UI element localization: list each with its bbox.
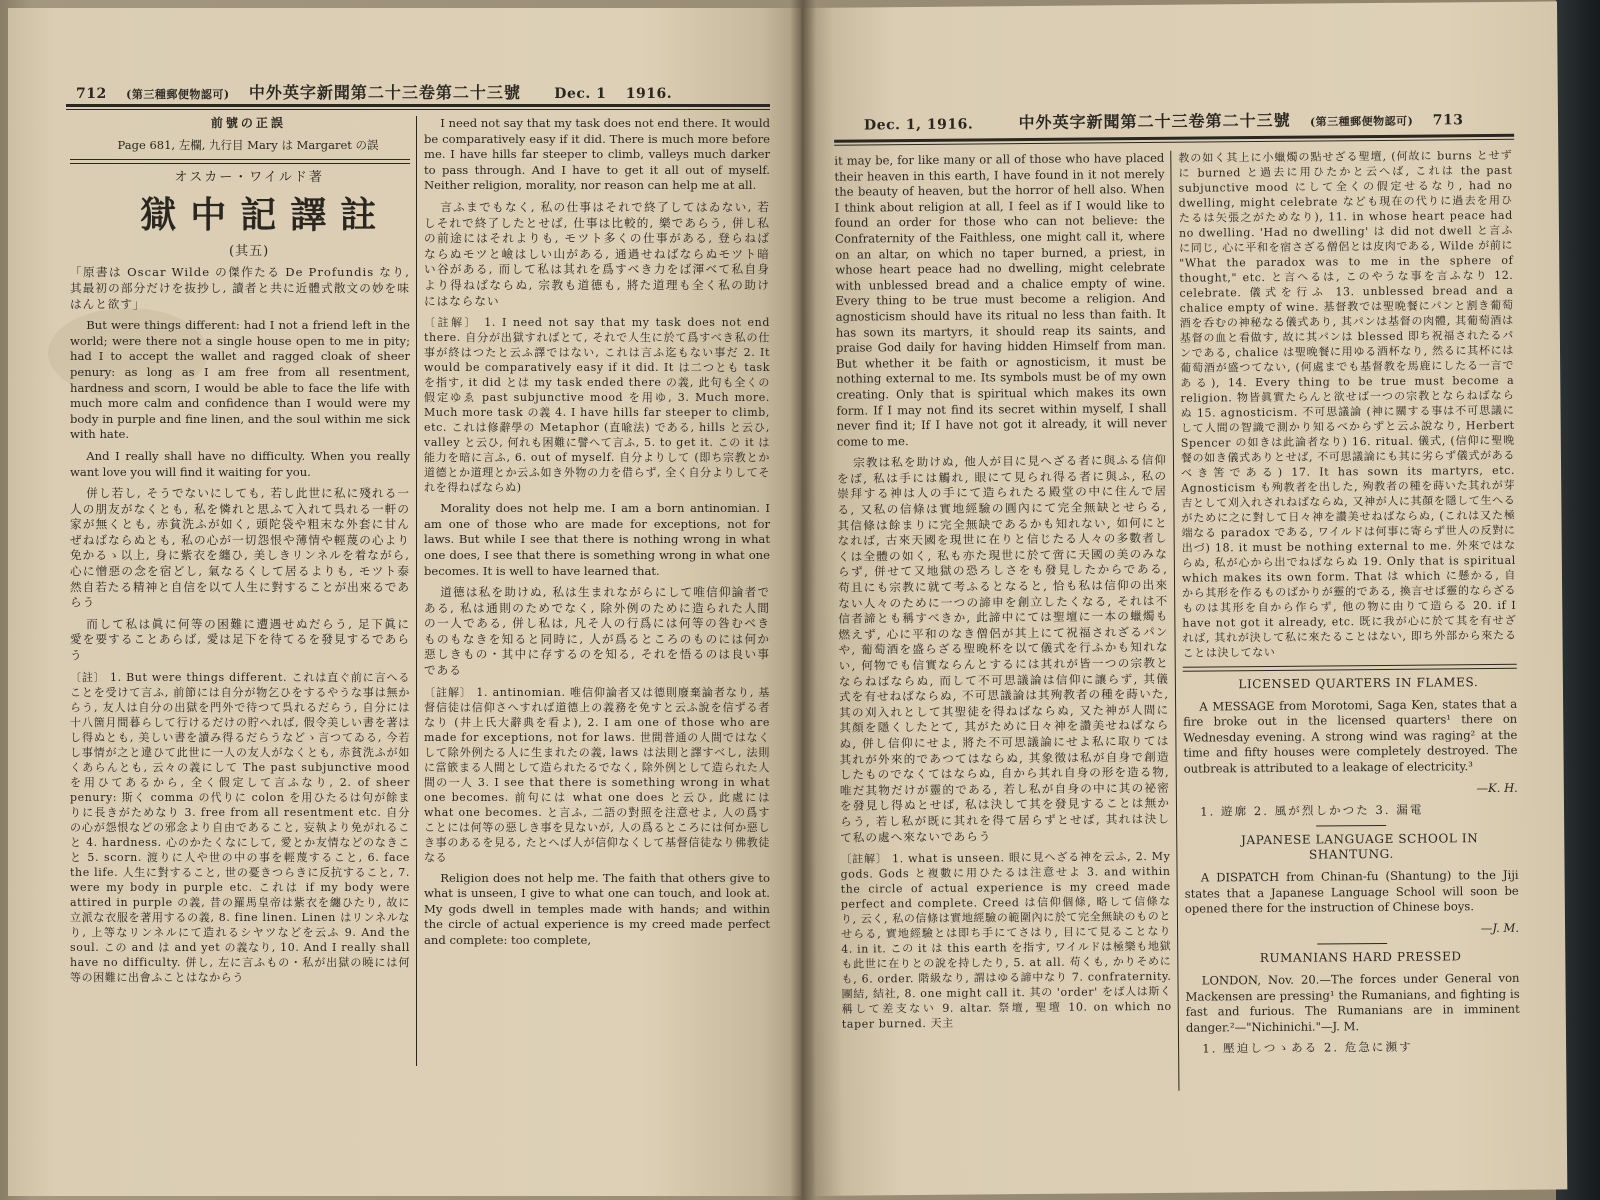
right-page-header <box>864 106 1478 134</box>
errata-text: Page 681, 左欄, 九行目 Mary は Margaret の誤 <box>117 137 379 152</box>
news-item <box>1185 949 1520 1057</box>
article-title: 獄中記譯註 <box>140 193 391 236</box>
english-paragraph: it may be, for like many or all of those who have placed their heaven in this earth, I have found in it not merely the beauty of heaven, but the horror of hell also. When I think about religion at all, I feel as if I would like to found an order for those who can not believe: the Confraternity of the Faithless, one might call it, where on an altar, on which no taper burned, a priest, in whose heart peace had no dwelling, might celebrate with unblessed bread and a chalice empty of wine. Every thing to be true must become a religion. And agnosticism should have its ritual no less than faith. It has sown its martyrs, it should reap its saints, and praise God daily for having hidden Himself from man. But whether it be faith or agnosticism, it must be nothing external to me. Its symbols must be of my own creating. Only that is spiritual which makes its own form. If I may not find its secret within myself, I shall never find it; If I have not got it already, it will never come to me. <box>834 150 1167 449</box>
japanese-translation: 宗教は私を助けぬ, 他人が目に見へざる者に與ふる信仰をば, 私は手には觸れ, 眼にて見られ得る者に與ふ, 私の崇拜する神は人の手にて造られたる殿堂の中に住んで居る, 又私の信條は實地經驗の圓內にて完全無缺とせらる, 其信條は餘まりに完全無缺であるかも知れない, 如何にとなれば, 古來天國を現世に在りと信じたる人々の多數者しくは全體の如く, 私も亦た現世に於て啻に天國の美のみならず, 併せて又地獄の恐ろしさをも發見したからである, 苟且にも宗教に就て考ふるとなると, 恰も私は信仰の出來ない人々のために一つの諦申を創立したくなる, それは不信者諦とも稱すべきか, 此諦中にては聖壇に一本の蠟燭も燃えず, 心に平和のなき僧侶が其上にて祝福されざるパンや, 葡萄酒を盛らざる聖晚杯を以て儀式を行ふかも知れない, 何物でも信實ならんとするには其れが皆一つの宗教とならねばならぬ, 而して不可思議論は信仰に讓らず, 其儀式を有せねばならぬ, 不可思議論は其殉教者の種を蒔いた, 其の刈入れとして其聖徒を得ねばならぬ, 又た神が人間に其顏を隱くしたとて, 其がために日々神を讚美せねばならぬ, 併し信仰にせよ, 將た不可思議論にせよ私に取りては其れが外來的であつてはならぬ, 其象徵は私が自身で創造したものでなくてはならぬ, 自から其れ自身の形を造る物, 唯だ其物だけが靈的である, 若し私が自身の中に其の祕密を發見し得ぬとせば, 私は決して其を發見することは無からう, 若し私が既に其れを得て居らずとせば, 其れは決して私の處へ來ないであらう <box>837 453 1171 845</box>
japanese-translation: 而して私は眞に何等の困難に遭遇せぬだらう, 足下眞に愛を要することあらば, 愛は足下を待てるを發見するであらう <box>70 616 410 663</box>
errata-rule <box>70 159 410 164</box>
column-rule <box>416 116 417 1066</box>
page-number: 712 <box>76 86 107 102</box>
english-paragraph: But were things different: had I not a friend left in the world; were there not a single house open to me in pity; had I to accept the wallet and ragged cloak of sheer penury: as long as I am free from all resentment, hardness and scorn, I would be able to face the life with much more calm and confidence than I would were my body in purple and fine linen, and the soul within me sick with hate. <box>70 318 410 442</box>
japanese-translation: 道德は私を助けぬ, 私は生まれながらにして唯信仰論者である, 私は通則のためでなく, 除外例のために造られた人間の一人である, 併し私は, 凡そ人の行爲には何等の咎むべきものもなきを知ると同時に, 人が爲るところのものには何か惡しきもの・其中に存するのを知る, それを悟るのは良い事である <box>424 585 770 678</box>
journal-title: 中外英字新聞第二十三卷第二十三號 <box>248 83 521 102</box>
right-page <box>803 1 1567 1196</box>
postal-permit: (第三種郵便物認可) <box>1309 114 1414 129</box>
annotation-notes: 教の如く其上に小蠟燭の點せざる聖壇, (何故に burns とせずに burned と過去に用ひたかと云へば, これは the past subjunctive mood にして全くの假定せるなり, had no dwelling, might celebrate なども現在の代りに過去を用ひたるは矢張之がためなり), 11. in whose heart peace had no dwelling. 'Had no dwelling' は did not dwell と言ふに同じ, 心に平和を宿さざる僧侶とは皮肉である, Wilde が前に "What the paradox was to me in the sphere of thought," etc. と言へるは, このやうな事を言ふなり 12. celebrate. 儀式を行ふ 13. unblessed bread and a chalice empty of wine. 基督教では聖晩餐にパンと割き葡萄酒を呑むの神秘なる儀式あり, 其パンは基督の肉體, 其葡萄酒は基督の血と看做す, 故に其パンは blessed 即ち祝福されたるパンである, chalice は聖晚餐に用ゆる酒杯なり, 然るに其杯には葡萄酒が盛つてない, (何處までも基督教を馬鹿にしたる一言である), 14. Every thing to be true must become a religion. 物皆眞實たらんと欲せば一つの宗教とならねばならぬ 15. agnosticism. 不可思議論 (神に關する事は不可思議にして人間の智識で測かり知るべからずと云ふ說なり, Herbert Spencer の如きは此論者なり) 16. ritual. 儀式, (信仰に聖晚餐の如き儀式ありとせば, 不可思議論にも其に劣らず儀式があるべき筈である) 17. It has sown its martyrs, etc. Agnosticism も殉教者を出した, 殉教者の種を蒔いた其れが芽吉として刈入れされねばならぬ, 又神が人に其顏を隱して生へるがために之に對して日々神を讚美せねばならぬ, (これは又た極端なる paradox である, ワイルドは何事に寄らず世人の反對に出づ) 18. it must be nothing external to me. 外來ではならぬ, 私が心から出でねばならぬ 19. Only that is spiritual which makes its own form. That は which に懸かる, 自から其形を作るものばかりが靈的である, 換言せば靈的ならざるものは其形を自から作らず, 他の物に由りて造らる 20. if I have not got it already, etc. 既に我が心に於て其を有せざれば, 其れが決して私に來たることはない, 即ち外部から來たることは決してない <box>1178 148 1517 660</box>
issue-date: Dec. 1 <box>554 86 607 102</box>
header-rule <box>66 104 770 110</box>
left-column-1 <box>70 116 410 991</box>
news-item <box>1183 675 1518 821</box>
news-signature: —K. H. <box>1476 780 1518 795</box>
annotation-notes: 〔註〕 1. But were things different. これは直ぐ前に言へることを受けて言ふ, 前節には自分が物乞ひをするやうな事は無からう, 友人は自分の出獄を門外で待つて呉れるだらう, 自分には十八箇月間暮らして行けるだけの貯へれば, 假令美しい書を著はし得ぬとも, 美しい書を讀み得るだらうなどゝ言つてゐる, 今若し事情が之と違ひて此世に一人の友人がなくとも, 赤貧洗ふが如くあらんとも, 云々の義にして The past subjunctive mood を用ひてあるから, 全く假定して言ふなり, 2. of sheer penury: 斯く comma の代りに colon を用ひたるは句が餘まりに長きがためなり 3. free from all resentment etc. 自分の心が怨恨などの邪念より自由であること, 妄執より免がれること 4. hardness. 心のかたくなにして, 愛とか友情などのなきこと 5. scorn. 渡りに人や世の中の事を輕蔑すること, 6. face the life. 人生に對すること, 世の憂きつらきに反抗すること, 7. were my body in purple etc. これは if my body were attired in purple の義, 昔の羅馬皇帝は紫衣を纏ひたり, 故に立派な衣服を著用するの義, 8. fine linen. Linen はリンネルなり, 上等なリンネルにて造れるシヤツなどを云ふ 9. And the soul. この and は and yet の義なり, 10. And I really shall have no difficulty. 併し, 左に言ふもの・私が出獄の曉には何等の困難に出會ふことはなからう <box>70 670 410 984</box>
left-page-header <box>76 80 686 103</box>
news-signature: —J. M. <box>1480 920 1520 935</box>
issue-year: 1916. <box>625 86 673 102</box>
article-intro: 「原書は Oscar Wilde の傑作たる De Profundis なり, 其最初の部分だけを抜抄し, 讀者と共に近體式散文の妙を味はんと欲す」 <box>70 265 410 311</box>
right-column-2 <box>1178 148 1520 1064</box>
annotation-notes: 〔註解〕 1. I need not say that my task does not end there. 自分が出獄すればとて, それで人生に於て爲すべき私の仕事が終はつたと云ふ譯ではない, これは言ふ迄もない事だ 2. It would be comparatively easy if it did. It は二つとも task を指す, it did とは my task ended there の義, 此句も全くの假定ゆゑ past subjunctive mood を用ゆ, 3. Much more. Much more task の義 4. I have hills far steeper to climb, etc. これは修辭學の Metaphor (直喩法) である, hills と云ひ, valley と云ひ, 何れも困難に譬へて言ふ, 5. to get it. この it は能力を暗に言ふ, 6. out of myself. 自分よりして (即ち宗教とか道德とか道理とか云ふ如き外物の力を借らず, 全く自分よりしてそれを得ねばならぬ) <box>424 316 770 495</box>
english-paragraph: I need not say that my task does not end there. It would be comparatively easy if it did. There is much more before me. I have hills far steeper to climb, valleys much darker to pass through. And I have to get it all out of myself. Neither religion, morality, nor reason can help me at all. <box>424 116 770 193</box>
news-body: LONDON, Nov. 20.—The forces under General von Mackensen are pressing¹ the Rumanians, and fighting is fast and furious. The Rumanians are in imminent danger.²—"Nichinichi."—J. M. <box>1185 970 1520 1035</box>
news-headline: LICENSED QUARTERS IN FLAMES. <box>1238 675 1479 692</box>
book-gutter <box>790 0 816 1200</box>
annotation-notes: 〔註解〕 1. antinomian. 唯信仰論者又は德則廢棄論者なり, 基督信徒は信仰さへすれば道德上の義務を免すと云ふ說を信ずる者なり (井上氏大辭典を看よ), 2. I am one of those who are made for exceptions, not for laws. 世間普通の人間ではなくして除外例たる人に生まれたの義, laws は法則と譯すべし, 法則に當篏まる人間として造られたるでなく, 除外例として造られた人間の一人 3. I see that there is something wrong in what one becomes. 前句には what one does と云ひ, 此處には what one becomes. と言ふ, 二語の對照を注意せよ, 人の爲すことには何等の惡しき事を見ないが, 人の爲るところには何か惡しき事のあるを見る, たとへば人が信仰なくして基督信徒なり佛教徒なる <box>424 685 770 864</box>
news-glossary: 1. 壓迫しつゝある 2. 危急に瀕す <box>1202 1040 1413 1056</box>
postal-permit: (第三種郵便物認可) <box>126 88 230 101</box>
news-glossary: 1. 遊廓 2. 風が烈しかつた 3. 漏電 <box>1200 802 1424 819</box>
news-item <box>1184 831 1519 939</box>
annotation-notes: 〔註解〕 1. what is unseen. 眼に見へざる神を云ふ, 2. My gods. Gods と複數に用ひたるは注意せよ 3. and within the circle of actual experience is my creed made perfect and complete. Creed は信仰個條, 略して信條なり, 云く, 私の信條は實地經驗の範圍內に於て完全無缺のものとせらる, 實地經驗とは即ち手にてさはり, 目にて見ることなり 4. in it. この it は this earth を指す, ワイルドは極樂も地獄も此世に在りとの說を持したり, 5. at all. 苟くも, かりそめにも, 6. order. 階級なり, 謂はゆる諦中なり 7. confraternity. 團結, 結社, 8. one might call it. 其の 'order' をば人は斯く稱して差支ない 9. altar. 祭壇, 聖壇 10. on which no taper burned. 天主 <box>840 849 1172 1031</box>
english-paragraph: Morality does not help me. I am a born antinomian. I am one of those who are made for exceptions, not for laws. But while I see that there is nothing wrong in what one does, I see that there is something wrong in what one becomes. It is well to have learned that. <box>424 501 770 578</box>
english-paragraph: And I really shall have no difficulty. When you really want love you will find it waiting for you. <box>70 448 410 479</box>
article-part: (其五) <box>229 243 270 259</box>
japanese-translation: 併し若し, そうでないにしても, 若し此世に私に殘れる一人の朋友がなくとも, 私を憐れと思ふて入れて呉れる一軒の家が無くとも, 赤貧洗ふが如く, 頭陀袋や粗末な外套に甘んぜねばならぬとも, 私の心が一切怨恨や薄情や輕蔑の心より免かるゝ以上, 身に紫衣を纏ひ, 美しきリンネルを着ながら, 心に憎惡の念を宿どし, 氣なるくして居るよりも, モツト泰然自若たる精神と自信を以て人生に對することが出來るであらう <box>70 486 410 610</box>
left-column-2 <box>424 116 770 955</box>
article-byline: オスカー・ワイルド著 <box>174 170 324 186</box>
japanese-translation: 言ふまでもなく, 私の仕事はそれで終了してはゐない, 若しそれで終了したとせば, 仕事は比較的, 樂であらう, 併し私の前途にはそれよりも, モツト多くの仕事がある, 登らねばならぬモツと嶮はしい山がある, 通過せねばならぬモツト暗い谷がある, 而して私は其れを爲すべき力をば渾べて私自身より得ねばならぬ, 宗教も道德も, 將た道理も全く私の助けにはならない <box>424 199 770 308</box>
journal-title: 中外英字新聞第二十三卷第二十三號 <box>1018 110 1291 133</box>
issue-date: Dec. 1, 1916. <box>863 116 974 134</box>
header-rule <box>834 134 1514 146</box>
news-headline: RUMANIANS HARD PRESSED <box>1259 949 1462 966</box>
news-headline: JAPANESE LANGUAGE SCHOOL IN SHANTUNG. <box>1240 830 1479 862</box>
page-number: 713 <box>1432 112 1464 129</box>
right-column-1 <box>834 151 1172 1038</box>
column-rule <box>1170 151 1179 1091</box>
news-divider <box>1317 943 1387 945</box>
errata-title: 前號の正誤 <box>210 116 286 130</box>
section-rule <box>1183 664 1517 672</box>
english-paragraph: Religion does not help me. The faith that others give to what is unseen, I give to what one can touch, and look at. My gods dwell in temples made with hands; and within the circle of actual experience is my creed made perfect and complete: too complete, <box>424 870 770 948</box>
news-body: A DISPATCH from Chinan-fu (Shantung) to the Jiji states that a Japanese Language School will soon be opened there for the instruction of Chinese boys. <box>1184 867 1519 916</box>
left-page <box>8 8 801 1196</box>
news-body: A MESSAGE from Morotomi, Saga Ken, states that a fire broke out in the licensed quarters¹ there on Wednesday evening. A strong wind was raging² at the time and fifty houses were completely destroyed. The outbreak is attributed to a leakage of electricity.³ <box>1183 696 1518 776</box>
news-divider <box>1316 825 1386 827</box>
